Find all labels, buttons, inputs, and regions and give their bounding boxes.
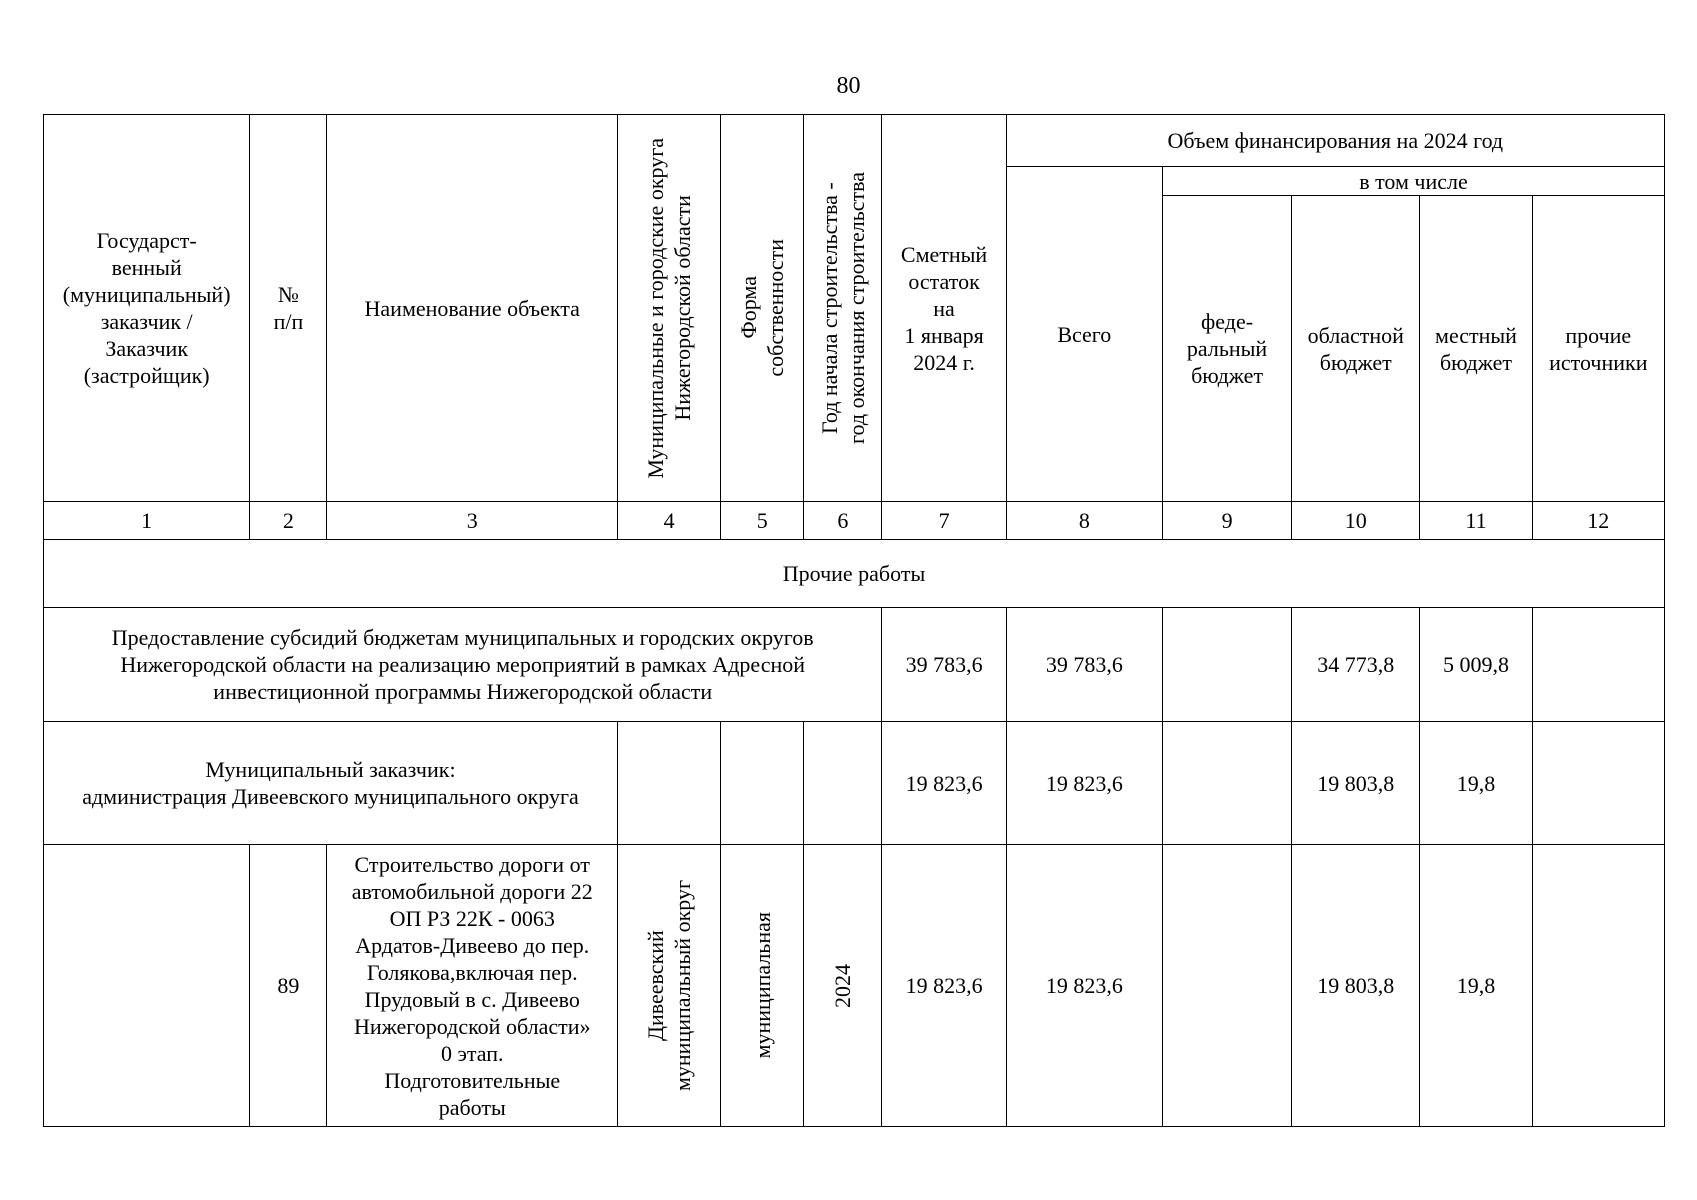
header-other: прочие источники: [1532, 196, 1664, 502]
object-municipality-text: Дивеевский муниципальный округ: [643, 879, 696, 1091]
object-municipality: [618, 845, 721, 1127]
section-title: Прочие работы: [44, 540, 1665, 608]
customer-estimate: 19 823,6: [882, 722, 1006, 845]
header-customer: Государст- венный (муниципальный) заказчик / Заказчик (застройщик): [44, 115, 250, 502]
column-number: 3: [327, 502, 618, 540]
customer-total: 19 823,6: [1006, 722, 1162, 845]
header-total: Всего: [1006, 167, 1162, 502]
column-number: 12: [1532, 502, 1664, 540]
page-number: 80: [836, 73, 861, 99]
customer-years-empty: [804, 722, 882, 845]
column-number: 5: [721, 502, 804, 540]
object-ownership-text: муниципальная: [749, 912, 775, 1059]
column-number: 4: [618, 502, 721, 540]
subsidy-other: [1532, 608, 1664, 722]
header-municipality-text: Муниципальные и городские округа Нижегородской области: [643, 137, 696, 479]
header-object-name: Наименование объекта: [327, 115, 618, 502]
customer-label: Муниципальный заказчик: администрация Дивеевского муниципального округа: [44, 722, 618, 845]
investment-program-table: [43, 114, 1665, 1127]
customer-regional: 19 803,8: [1292, 722, 1420, 845]
header-funding-title: Объем финансирования на 2024 год: [1006, 115, 1664, 167]
header-municipality: [618, 115, 721, 502]
subsidy-total: 39 783,6: [1006, 608, 1162, 722]
object-other: [1532, 845, 1664, 1127]
header-years: [804, 115, 882, 502]
customer-other: [1532, 722, 1664, 845]
column-number: 1: [44, 502, 250, 540]
object-years-text: 2024: [830, 963, 856, 1008]
customer-municipality-empty: [618, 722, 721, 845]
object-total: 19 823,6: [1006, 845, 1162, 1127]
header-local: местный бюджет: [1420, 196, 1532, 502]
header-estimate: Сметный остаток на 1 января 2024 г.: [882, 115, 1006, 502]
customer-ownership-empty: [721, 722, 804, 845]
column-number: 9: [1162, 502, 1291, 540]
subsidy-row: [44, 608, 1665, 722]
subsidy-federal: [1162, 608, 1291, 722]
object-local: 19,8: [1420, 845, 1532, 1127]
header-federal: феде- ральный бюджет: [1162, 196, 1291, 502]
subsidy-estimate: 39 783,6: [882, 608, 1006, 722]
header-number: № п/п: [250, 115, 327, 502]
object-name: Строительство дороги от автомобильной дороги 22 ОП РЗ 22К - 0063 Ардатов-Дивеево до пер. Голякова,включая пер. Прудовый в с. Дивеево Нижегородской области» 0 этап. Подготовительные работы: [327, 845, 618, 1127]
column-numbers-row: [44, 502, 1665, 540]
header-including: в том числе: [1162, 167, 1664, 196]
column-number: 7: [882, 502, 1006, 540]
column-number: 6: [804, 502, 882, 540]
customer-row: [44, 722, 1665, 845]
header-regional: областной бюджет: [1292, 196, 1420, 502]
header-ownership: [721, 115, 804, 502]
column-number: 8: [1006, 502, 1162, 540]
customer-federal: [1162, 722, 1291, 845]
customer-local: 19,8: [1420, 722, 1532, 845]
column-number: 2: [250, 502, 327, 540]
object-row: [44, 845, 1665, 1127]
column-number: 11: [1420, 502, 1532, 540]
object-number: 89: [250, 845, 327, 1127]
subsidy-description: Предоставление субсидий бюджетам муниципальных и городских округов Нижегородской области на реализацию мероприятий в рамках Адресной инвестиционной программы Нижегородской области: [44, 608, 882, 722]
object-customer: [44, 845, 250, 1127]
header-years-text: Год начала строительства - год окончания строительства: [816, 172, 869, 444]
object-ownership: [721, 845, 804, 1127]
object-federal: [1162, 845, 1291, 1127]
object-years: [804, 845, 882, 1127]
column-number: 10: [1292, 502, 1420, 540]
object-estimate: 19 823,6: [882, 845, 1006, 1127]
header-ownership-text: Форма собственности: [736, 239, 789, 377]
object-regional: 19 803,8: [1292, 845, 1420, 1127]
subsidy-regional: 34 773,8: [1292, 608, 1420, 722]
subsidy-local: 5 009,8: [1420, 608, 1532, 722]
